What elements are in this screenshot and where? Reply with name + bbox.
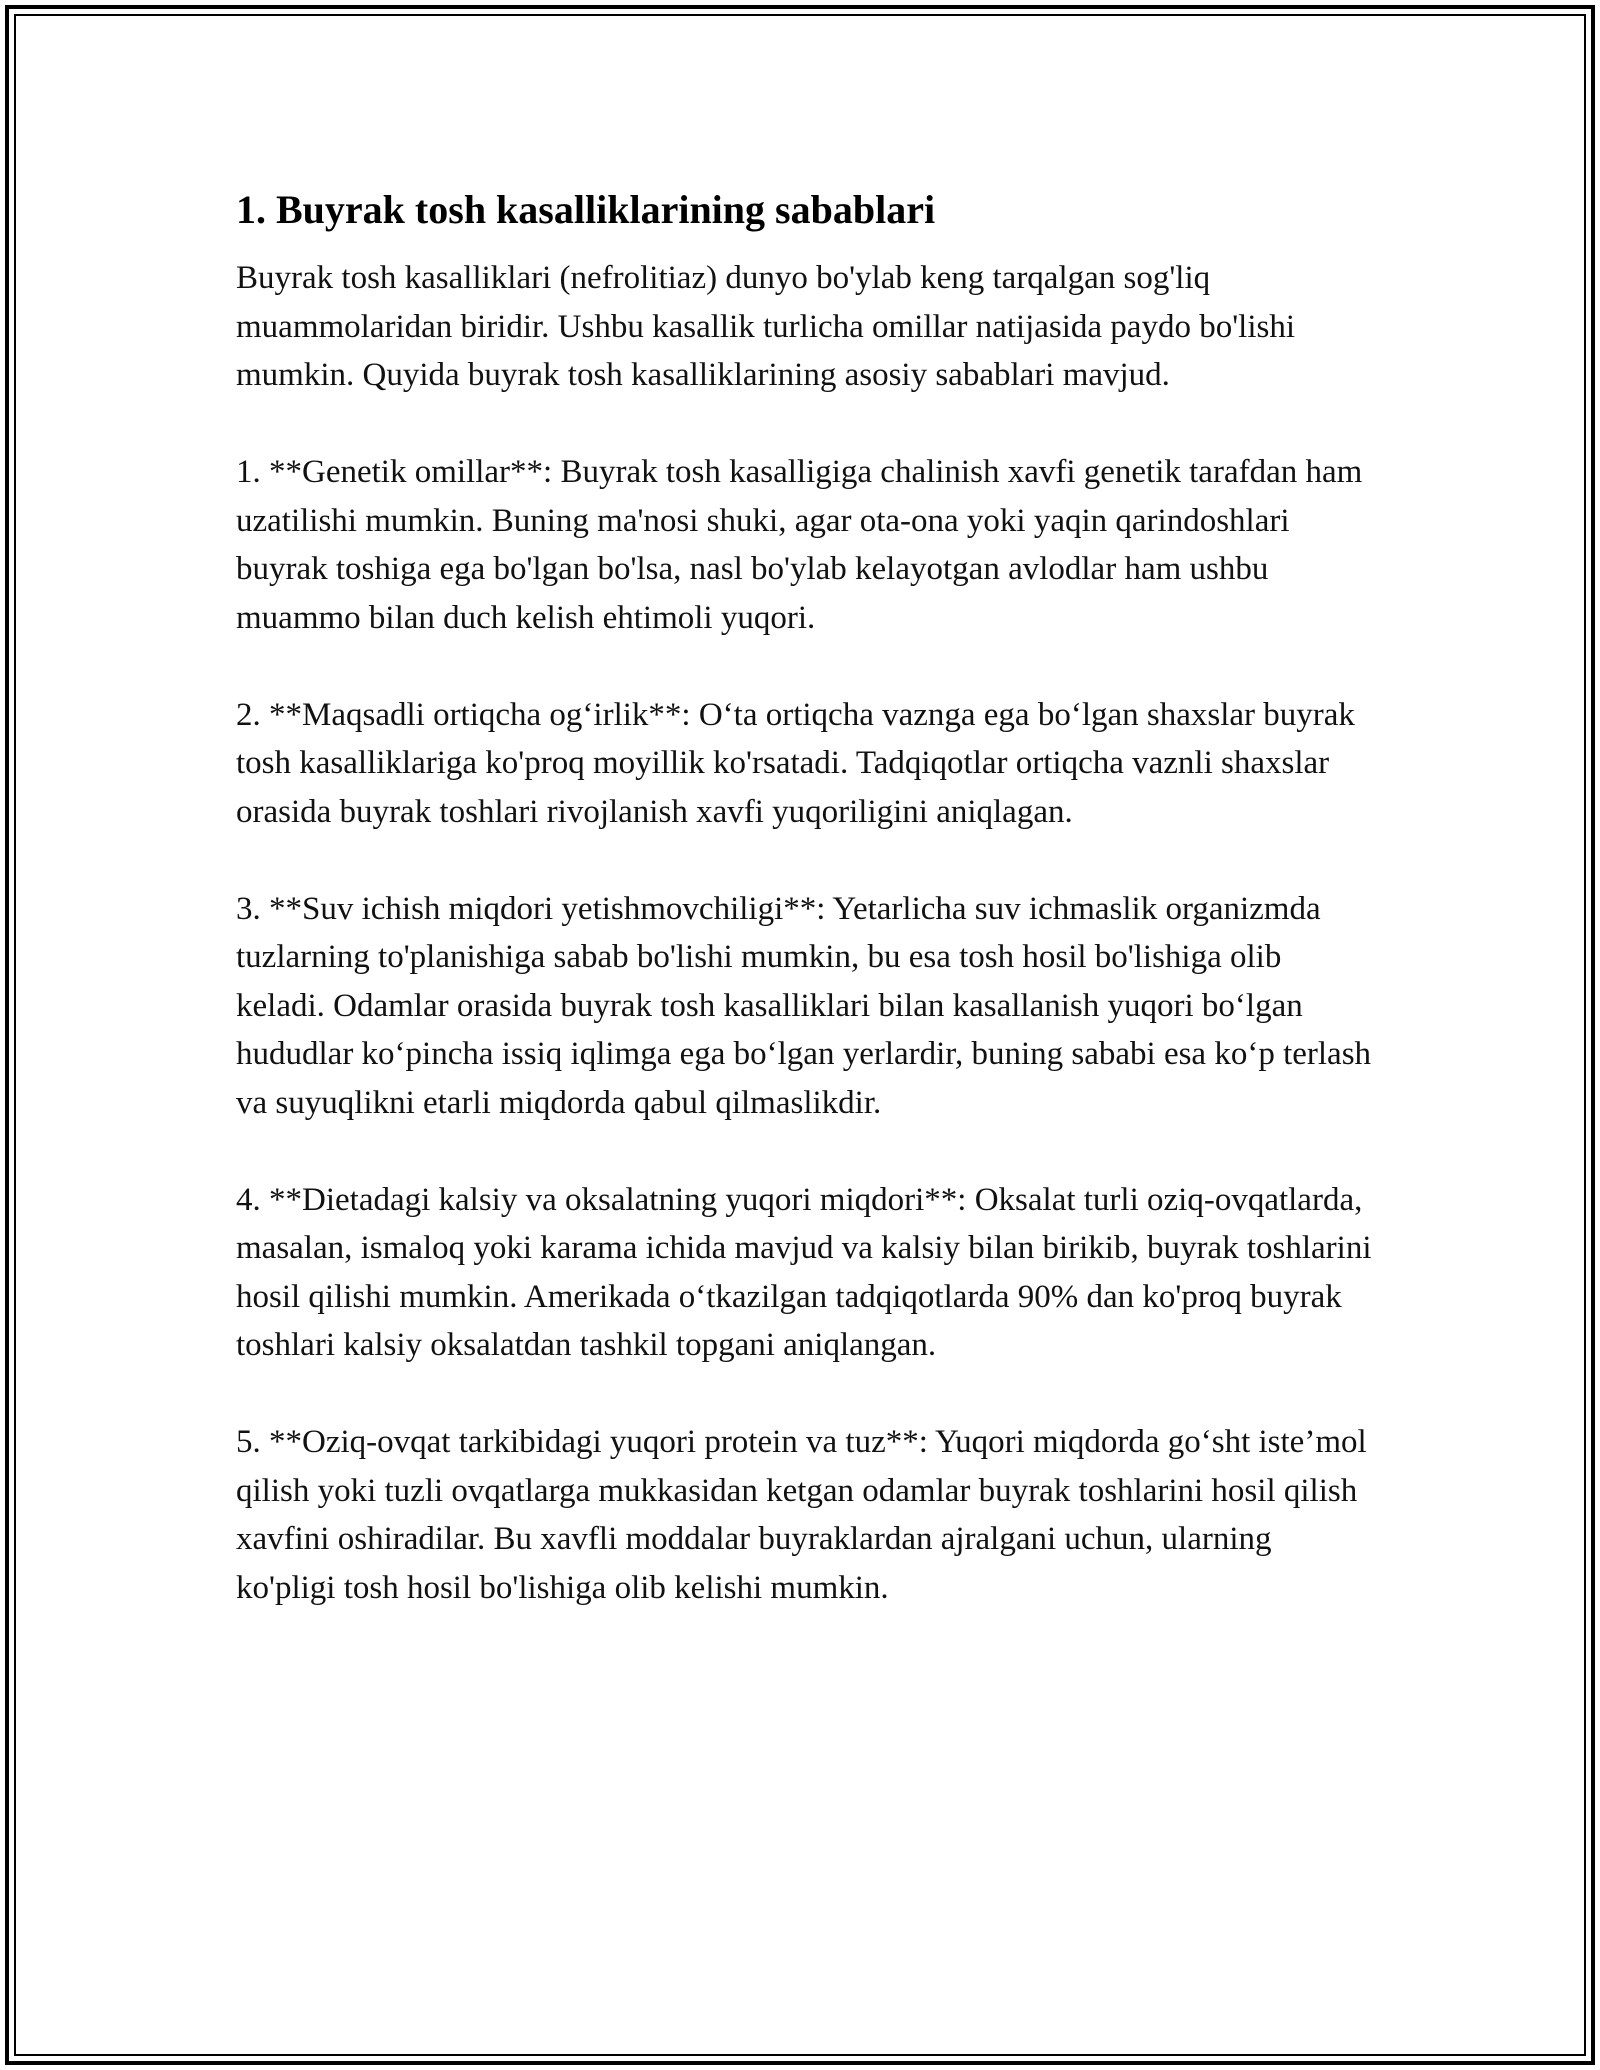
paragraph-water-intake: 3. **Suv ichish miqdori yetishmovchiligi**: Yetarlicha suv ichmaslik organizmda tuzlarning to'planishiga sabab bo'lishi mumkin, bu esa tosh hosil bo'lishiga olib keladi. Odamlar orasida buyrak tosh kasalliklari bilan kasallanish yuqori bo‘lgan hududlar ko‘pincha issiq iqlimga ega bo‘lgan yerlardir, buning sababi esa ko‘p terlash va suyuqlikni etarli miqdorda qabul qilmaslikdir. (236, 890, 1372, 1121)
paragraph-calcium-oxalate: 4. **Dietadagi kalsiy va oksalatning yuqori miqdori**: Oksalat turli oziq-ovqatlarda, masalan, ismaloq yoki karama ichida mavjud va kalsiy bilan birikib, buyrak toshlarini hosil qilishi mumkin. Amerikada o‘tkazilgan tadqiqotlarda 90% dan ko'proq buyrak toshlari kalsiy oksalatdan tashkil topgani aniqlangan. (236, 1181, 1372, 1363)
paragraph-protein-salt: 5. **Oziq-ovqat tarkibidagi yuqori protein va tuz**: Yuqori miqdorda go‘sht iste’mol qilish yoki tuzli ovqatlarga mukkasidan ketgan odamlar buyrak toshlarini hosil qilish xavfini oshiradilar. Bu xavfli moddalar buyraklardan ajralgani uchun, ularning ko'pligi tosh hosil bo'lishiga olib kelishi mumkin. (236, 1424, 1367, 1606)
paragraph-excess-weight: 2. **Maqsadli ortiqcha og‘irlik**: O‘ta ortiqcha vaznga ega bo‘lgan shaxslar buyrak tosh kasalliklariga ko'proq moyillik ko'rsatadi. Tadqiqotlar ortiqcha vaznli shaxslar orasida buyrak toshlari rivojlanish xavfi yuqoriligini aniqlagan. (236, 696, 1355, 830)
document-body (236, 186, 1376, 1661)
intro-paragraph: Buyrak tosh kasalliklari (nefrolitiaz) dunyo bo'ylab keng tarqalgan sog'liq muammolaridan biridir. Ushbu kasallik turlicha omillar natijasida paydo bo'lishi mumkin. Quyida buyrak tosh kasalliklarining asosiy sabablari mavjud. (236, 260, 1295, 393)
paragraph-genetic-factors: 1. **Genetik omillar**: Buyrak tosh kasalligiga chalinish xavfi genetik tarafdan ham uzatilishi mumkin. Buning ma'nosi shuki, agar ota-ona yoki yaqin qarindoshlari buyrak toshiga ega bo'lgan bo'lsa, nasl bo'ylab kelayotgan avlodlar ham ushbu muammo bilan duch kelish ehtimoli yuqori. (236, 454, 1363, 636)
section-heading: 1. Buyrak tosh kasalliklarining sabablari (236, 187, 936, 232)
